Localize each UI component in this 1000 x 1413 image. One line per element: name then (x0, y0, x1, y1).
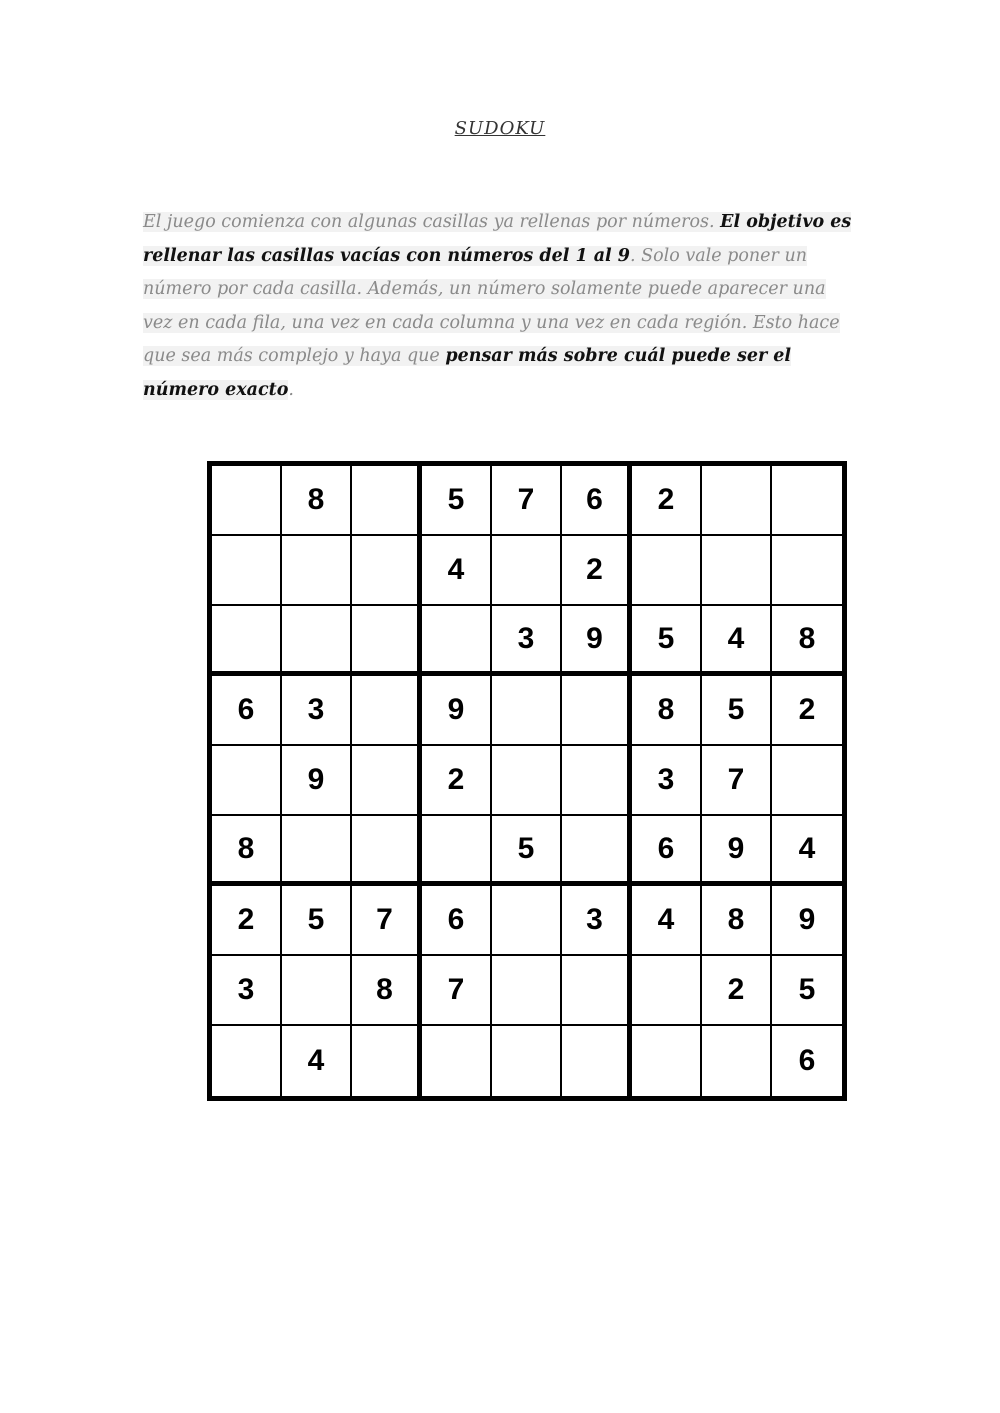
sudoku-cell-r2-c5[interactable] (492, 536, 562, 606)
sudoku-cell-r7-c5[interactable] (492, 886, 562, 956)
sudoku-cell-r6-c1[interactable]: 8 (212, 816, 282, 886)
sudoku-cell-r9-c9[interactable]: 6 (798, 1044, 816, 1077)
sudoku-cell-r1-c7[interactable]: 2 (632, 466, 702, 536)
sudoku-cell-r4-c3[interactable] (352, 676, 422, 746)
sudoku-cell-r5-c2[interactable]: 9 (282, 746, 352, 816)
sudoku-cell-r8-c2[interactable] (282, 956, 352, 1026)
sudoku-cell-r6-c7[interactable]: 6 (632, 816, 702, 886)
sudoku-cell-r4-c8[interactable]: 5 (702, 676, 772, 746)
sudoku-cell-r2-c2[interactable] (282, 536, 352, 606)
sudoku-cell-r1-c6[interactable]: 6 (562, 466, 632, 536)
sudoku-cell-r9-c2[interactable]: 4 (282, 1026, 352, 1096)
sudoku-cell-r1-c3[interactable] (352, 466, 422, 536)
sudoku-cell-r5-c1[interactable] (212, 746, 282, 816)
sudoku-cell-r8-c4[interactable]: 7 (422, 956, 492, 1026)
sudoku-cell-r5-c7[interactable]: 3 (632, 746, 702, 816)
sudoku-cell-r6-c5[interactable]: 5 (492, 816, 562, 886)
sudoku-cell-r8-c7[interactable] (632, 956, 702, 1026)
sudoku-cell-r8-c6[interactable] (562, 956, 632, 1026)
sudoku-cell-r7-c6[interactable]: 3 (562, 886, 632, 956)
sudoku-cell-r5-c3[interactable] (352, 746, 422, 816)
sudoku-cell-r9-c8[interactable] (702, 1026, 772, 1096)
sudoku-cell-r6-c4[interactable] (422, 816, 492, 886)
sudoku-cell-r3-c9[interactable]: 8 (772, 606, 842, 676)
sudoku-cell-r5-c9[interactable] (772, 746, 842, 816)
sudoku-cell-r2-c3[interactable] (352, 536, 422, 606)
sudoku-cell-r7-c7[interactable]: 4 (632, 886, 702, 956)
sudoku-cell-r3-c8[interactable]: 4 (702, 606, 772, 676)
sudoku-cell-r2-c1[interactable] (212, 536, 282, 606)
sudoku-cell-r9-c6[interactable] (562, 1026, 632, 1096)
sudoku-cell-r2-c9[interactable] (772, 536, 842, 606)
instructions-text-3: . (288, 379, 294, 400)
instructions-paragraph (143, 206, 858, 407)
sudoku-cell-r6-c2[interactable] (282, 816, 352, 886)
sudoku-cell-r7-c8[interactable]: 8 (702, 886, 772, 956)
instructions-text-2: . Solo vale poner un número por cada casilla. Además, un número solamente puede aparecer una vez en cada fila, una vez en cada columna y una vez en cada región. Esto hace que sea más complejo y haya que (143, 245, 840, 366)
sudoku-cell-r6-c6[interactable] (562, 816, 632, 886)
sudoku-cell-r5-c4[interactable]: 2 (422, 746, 492, 816)
sudoku-cell-r2-c8[interactable] (702, 536, 772, 606)
sudoku-cell-r9-c5[interactable] (492, 1026, 562, 1096)
instructions-objective: El objetivo es rellenar las casillas vacías con números del 1 al 9 (143, 212, 852, 266)
sudoku-cell-r8-c5[interactable] (492, 956, 562, 1026)
sudoku-cell-r3-c1[interactable] (212, 606, 282, 676)
sudoku-cell-r7-c2[interactable]: 5 (282, 886, 352, 956)
sudoku-cell-r5-c5[interactable] (492, 746, 562, 816)
sudoku-cell-r1-c4[interactable]: 5 (422, 466, 492, 536)
sudoku-cell-r3-c5[interactable]: 3 (492, 606, 562, 676)
sudoku-cell-r8-c9[interactable]: 5 (772, 956, 842, 1026)
sudoku-cell-r6-c3[interactable] (352, 816, 422, 886)
sudoku-cell-r5-c8[interactable]: 7 (702, 746, 772, 816)
sudoku-cell-r3-c7[interactable]: 5 (632, 606, 702, 676)
sudoku-cell-r6-c8[interactable]: 9 (702, 816, 772, 886)
sudoku-cell-r1-c9[interactable] (772, 466, 842, 536)
sudoku-cell-r3-c6[interactable]: 9 (562, 606, 632, 676)
sudoku-cell-r4-c5[interactable] (492, 676, 562, 746)
sudoku-cell-r4-c2[interactable]: 3 (282, 676, 352, 746)
sudoku-cell-r3-c3[interactable] (352, 606, 422, 676)
sudoku-cell-r9-c4[interactable] (422, 1026, 492, 1096)
sudoku-cell-r2-c7[interactable] (632, 536, 702, 606)
page-title: SUDOKU (454, 118, 546, 139)
sudoku-cell-r3-c2[interactable] (282, 606, 352, 676)
sudoku-cell-r5-c6[interactable] (562, 746, 632, 816)
sudoku-cell-r7-c9[interactable]: 9 (772, 886, 842, 956)
sudoku-cell-r6-c9[interactable]: 4 (772, 816, 842, 886)
instructions-emphasis: pensar más sobre cuál puede ser el número exacto (143, 346, 792, 400)
sudoku-cell-r1-c5[interactable]: 7 (492, 466, 562, 536)
sudoku-cell-r2-c4[interactable]: 4 (422, 536, 492, 606)
sudoku-cell-r7-c4[interactable]: 6 (422, 886, 492, 956)
sudoku-cell-r2-c6[interactable]: 2 (562, 536, 632, 606)
sudoku-cell-r9-c7[interactable] (632, 1026, 702, 1096)
sudoku-cell-r1-c1[interactable] (212, 466, 282, 536)
sudoku-cell-r9-c3[interactable] (352, 1026, 422, 1096)
sudoku-cell-r1-c8[interactable] (702, 466, 772, 536)
sudoku-cell-r4-c4[interactable]: 9 (422, 676, 492, 746)
sudoku-cell-r3-c4[interactable] (422, 606, 492, 676)
sudoku-cell-r4-c9[interactable]: 2 (772, 676, 842, 746)
sudoku-cell-r9-c1[interactable] (212, 1026, 282, 1096)
sudoku-cell-r8-c3[interactable]: 8 (352, 956, 422, 1026)
sudoku-cell-r4-c1[interactable]: 6 (212, 676, 282, 746)
sudoku-cell-r4-c7[interactable]: 8 (632, 676, 702, 746)
sudoku-cell-r8-c1[interactable]: 3 (212, 956, 282, 1026)
instructions-text-1: El juego comienza con algunas casillas ya rellenas por números. (143, 212, 721, 232)
sudoku-cell-r4-c6[interactable] (562, 676, 632, 746)
sudoku-cell-r8-c8[interactable]: 2 (702, 956, 772, 1026)
sudoku-cell-r7-c1[interactable]: 2 (212, 886, 282, 956)
sudoku-cell-r1-c2[interactable]: 8 (282, 466, 352, 536)
sudoku-grid (207, 461, 847, 1101)
sudoku-cell-r7-c3[interactable]: 7 (352, 886, 422, 956)
